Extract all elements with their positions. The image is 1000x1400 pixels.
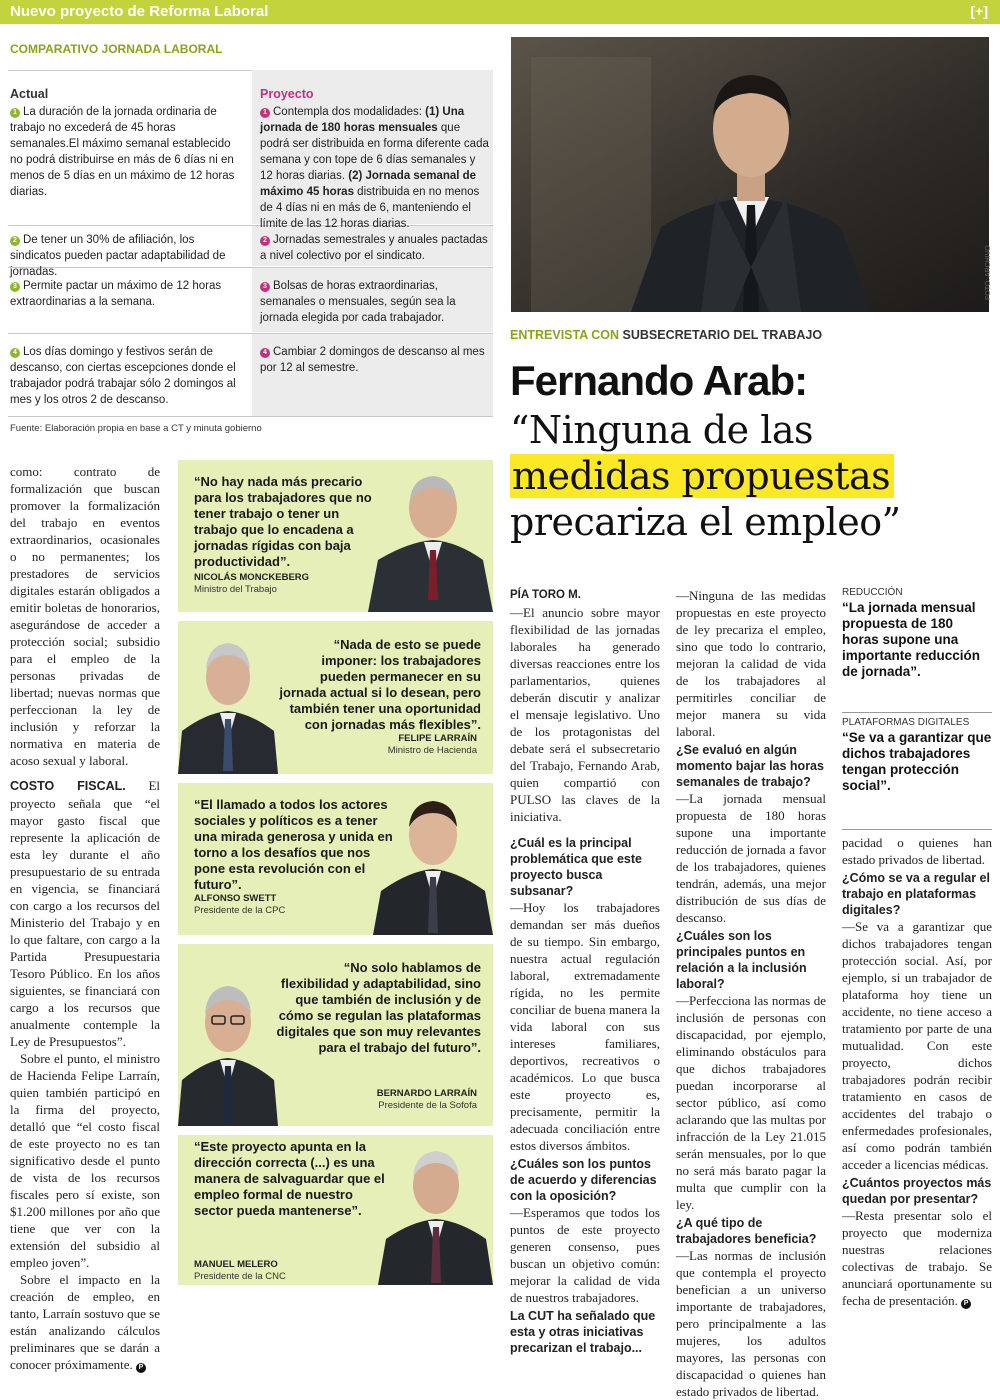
row-number-badge: 1 [10, 108, 20, 118]
row-number-badge: 4 [260, 348, 270, 358]
portrait-illustration [511, 37, 989, 312]
proyecto-cell-4 [260, 344, 490, 376]
interview-question: ¿Cuáles son los puntos de acuerdo y diferencias con la oposición? [510, 1157, 657, 1203]
quote-text: “No hay nada más precario para los trabajadores que no tener trabajo o tener un trabajo que lo encadena a jornadas rígidas con baja productividad”. [194, 474, 372, 569]
actual-cell-1 [10, 86, 242, 200]
actual-cell-4 [10, 344, 246, 408]
row-number-badge: 3 [10, 282, 20, 292]
interview-answer: —Ninguna de las medidas propuestas en este proyecto de ley precariza el empleo, sino que todo lo contrario, mejoran la calidad de vida de los trabajadores al permitirles conciliar de mejor manera su vida laboral. [676, 588, 826, 739]
interview-question: ¿Se evaluó en algún momento bajar las horas semanales de trabajo? [676, 743, 824, 789]
proyecto-bold: (2) Jornada semanal de máximo 45 horas [260, 170, 477, 198]
paragraph: El proyecto señala que “el mayor gasto fiscal que represente la aplicación de esta ley durante el año presupuestario de su entrada en vigencia, se financiará con cargo a los recursos del Ministerio del Trabajo y en lo que faltare, con cargo a la Partida Presupuestaria Tesoro Público. En los años siguientes, se financiará con cargo a los recursos que anualmente contemple la Ley de Presupuestos”. [10, 778, 160, 1049]
actual-text: Permite pactar un máximo de 12 horas extraordinarias a la semana. [10, 280, 222, 308]
photo-credit: FOTO: ARCHIVO [985, 245, 992, 300]
table-rule [8, 416, 493, 417]
row-number-badge: 2 [260, 236, 270, 246]
interview-question: ¿Cuántos proyectos más quedan por presentar? [842, 1176, 992, 1206]
interview-question: ¿Cuál es la principal problemática que este proyecto busca subsanar? [510, 836, 642, 898]
proyecto-cell-3 [260, 278, 490, 326]
quote-author: MANUEL MELERO [194, 1259, 278, 1270]
proyecto-text: Cambiar 2 domingos de descanso al mes por 12 al semestre. [260, 346, 485, 374]
proyecto-text: distribuida en no menos de 4 días ni en más de 6, manteniendo el límite de las 12 horas diarias. [260, 186, 480, 230]
quote-box-bernardo-larrain [178, 944, 493, 1126]
person-cutout-icon [378, 1135, 493, 1285]
portrait-photo [511, 37, 989, 312]
quote-text: “Nada de esto se puede imponer: los trabajadores pueden permanecer en su jornada actual si lo desean, pero también tener una oportunidad con jornadas más flexibles”. [279, 637, 481, 732]
end-mark-icon: P [961, 1299, 971, 1309]
actual-cell-2 [10, 232, 246, 280]
article-headline [510, 355, 990, 545]
interview-answer: —Resta presentar solo el proyecto que moderniza nuestras relaciones colectivas de trabajo. Se anunciará oportunamente su fecha de presentación. [842, 1208, 992, 1308]
table-rule [8, 333, 493, 334]
proyecto-cell-2 [260, 232, 490, 264]
interview-question: La CUT ha señalado que esta y otras iniciativas precarizan el trabajo... [510, 1309, 656, 1355]
actual-text: Los días domingo y festivos serán de descanso, con ciertas escepciones donde el trabajador podrá trabajar sólo 2 domingos al mes y los otros 2 de descanso. [10, 346, 236, 406]
quote-role: Ministro de Hacienda [387, 745, 477, 756]
interview-answer: —Esperamos que todos los puntos de este proyecto generen consenso, pues buscan un objetivo común: mejorar la calidad de vida de nuestros trabajadores. [510, 1205, 660, 1305]
interview-answer: —Perfecciona las normas de inclusión de personas con discapacidad, por ejemplo, eliminando obstáculos para que dichos trabajadores puedan incorporarse al sector público, así como aclarando que las multas por infracción de la Ley 21.015 serán mensuales, por lo que no será más barato pagar la multa que cumplir con la ley. [676, 993, 826, 1212]
quote-author: NICOLÁS MONCKEBERG [194, 572, 310, 583]
row-number-badge: 2 [10, 236, 20, 246]
paragraph: Sobre el impacto en la creación de empleo, en tanto, Larraín sostuvo que se están analizando cálculos preliminares que se darán a conocer próximamente. [10, 1272, 160, 1372]
sidebar-label: PLATAFORMAS DIGITALES [842, 717, 970, 728]
sidebar-text: “La jornada mensual propuesta de 180 horas supone una importante reducción de jornada”. [842, 600, 981, 679]
more-link[interactable]: [+] [970, 3, 988, 19]
section-title: Nuevo proyecto de Reforma Laboral [10, 3, 269, 20]
headline-name: Fernando Arab: [510, 357, 808, 404]
person-cutout-icon [178, 964, 278, 1126]
row-number-badge: 1 [260, 108, 270, 118]
headline-line: “Ninguna de las [510, 408, 814, 452]
subhead: COSTO FISCAL. [10, 779, 126, 793]
section-header-bar [0, 0, 1000, 24]
interview-answer: pacidad o quienes han estado privados de libertad. [842, 835, 992, 867]
quote-text: “Este proyecto apunta en la dirección correcta (...) es una manera de salvaguardar que el empleo formal de nuestro sector pueda mantenerse”. [194, 1139, 385, 1218]
sidebar-quote-reduccion [842, 587, 992, 680]
actual-header: Actual [10, 87, 49, 101]
sidebar-quote-plataformas [842, 712, 992, 794]
actual-text: De tener un 30% de afiliación, los sindicatos pueden pactar adaptabilidad de jornadas. [10, 234, 226, 278]
quote-box-melero [178, 1135, 493, 1285]
person-cutout-icon [178, 621, 278, 774]
row-number-badge: 3 [260, 282, 270, 292]
interview-answer: —Las normas de inclusión que contempla el proyecto benefician a un universo importante de trabajadores, pero principalmente a las mujeres, los adultos mayores, las personas con discapacidad o quienes han estado privados de libertad. [676, 1248, 826, 1399]
interview-column-1 [510, 587, 660, 1356]
quote-text: “No solo hablamos de flexibilidad y adaptabilidad, sino que también de inclusión y de cómo se regulan las plataformas digitales que son muy relevantes para el trabajo del futuro”. [276, 960, 481, 1055]
actual-text: La duración de la jornada ordinaria de trabajo no excederá de 45 horas semanales.El máximo semanal establecido no podrá distribuirse en más de 6 días ni en menos de 5 días en un máximo de 12 horas diarias. [10, 106, 235, 198]
byline: PÍA TORO M. [510, 589, 581, 601]
sidebar-label: REDUCCIÓN [842, 587, 903, 598]
proyecto-text: Contempla dos modalidades: [273, 106, 422, 118]
proyecto-bold: (1) Una jornada de 180 horas mensuales [260, 106, 465, 134]
kicker-label: ENTREVISTA CON [510, 328, 620, 342]
person-cutout-icon [373, 783, 493, 935]
kicker-subject: SUBSECRETARIO DEL TRABAJO [622, 328, 823, 342]
actual-cell-3 [10, 278, 246, 310]
quote-role: Presidente de la CNC [194, 1271, 286, 1282]
interview-question: ¿Cuáles son los principales puntos en relación a la inclusión laboral? [676, 929, 807, 991]
interview-question: ¿Cómo se va a regular el trabajo en plataformas digitales? [842, 871, 990, 917]
quote-text: “El llamado a todos los actores sociales y políticos es a tener una mirada generosa y unida en torno a los desafíos que nos pone esta revolución con el futuro”. [194, 797, 393, 892]
row-number-badge: 4 [10, 348, 20, 358]
table-source: Fuente: Elaboración propia en base a CT y minuta gobierno [10, 423, 262, 434]
paragraph: Sobre el punto, el ministro de Hacienda Felipe Larraín, quien también participó en la firma del proyecto, detalló que “el costo fiscal de este proyecto no es tan significativo desde el punto de vista de los recursos fiscales pero sí existe, son $1.200 millones por año que tiene que ver con la extensión del subsidio al empleo joven”. [10, 1051, 160, 1270]
comparison-title: COMPARATIVO JORNADA LABORAL [10, 42, 223, 56]
proyecto-text: Jornadas semestrales y anuales pactadas a nivel colectivo por el sindicato. [260, 234, 488, 262]
paragraph: —El anuncio sobre mayor flexibilidad de las jornadas laborales ha generado diversas reacciones entre los parlamentarios, quienes deberán discutir y analizar el mensaje legislativo. Uno de los protagonistas del debate será el subsecretario del Trabajo, Fernando Arab, quien compartió con PULSO las claves de la iniciativa. [510, 605, 660, 824]
paragraph: como: contrato de formalización que buscan promover la formalización del trabajo en eventos extraordinarios, ocasionales o no permanentes; los prestadores de servicios digitales estarán obligados a emitir boletas de honorarios, asegurándose de acceder a protección social; subsidio para el empleo de la personas privadas de libertad; nuevas normas que perfeccionan la ley de inclusión y reforzar la normativa en materia de acoso sexual y laboral. [10, 464, 160, 768]
article-kicker [510, 328, 822, 342]
sidebar-text: “Se va a garantizar que dichos trabajadores tengan protección social”. [842, 730, 992, 793]
quote-box-swett [178, 783, 493, 935]
quote-role: Presidente de la Sofofa [378, 1100, 477, 1111]
quote-box-larrain [178, 621, 493, 774]
quote-role: Ministro del Trabajo [194, 584, 277, 595]
interview-column-3 [842, 829, 992, 1309]
interview-column-2 [676, 587, 826, 1400]
interview-answer: —Hoy los trabajadores demandan ser más dueños de su tiempo. Sin embargo, nuestra actual regulación laboral, extremadamente rígida, no les permite conciliar de buena manera la vida laboral con sus intereses familiares, deportivos, recreativos o académicos. Lo que busca este proyecto es, precisamente, permitir la adecuada conciliación entre estos diversos ámbitos. [510, 900, 660, 1153]
interview-answer: —La jornada mensual propuesta de 180 horas supone una importante reducción de jornada a favor de los trabajadores, quienes tendrán, además, una mejor distribución de sus días de descanso. [676, 791, 826, 925]
proyecto-text: que podrá ser distribuida en forma diferente cada semana y con tope de 6 días semanales y 12 horas diarias. [260, 122, 489, 182]
interview-answer: —Se va a garantizar que dichos trabajadores tengan protección social. Así, por ejemplo, si un trabajador de plataforma hoy tiene un accidente, no tiene acceso a tratamiento por parte de una mutualidad. Con este proyecto, dichos trabajadores podrán recibir tratamiento en casos de accidentes del trabajo o enfermedades profesionales, así como podrán también acceder a licencias médicas. [842, 919, 992, 1172]
end-mark-icon: P [136, 1363, 146, 1373]
proyecto-text: Bolsas de horas extraordinarias, semanales o mensuales, según sea la jornada elegida por cada trabajador. [260, 280, 456, 324]
quote-author: BERNARDO LARRAÍN [376, 1088, 477, 1099]
headline-line: precariza el empleo” [510, 500, 901, 544]
quote-box-monckeberg [178, 460, 493, 612]
left-text-column [10, 463, 160, 1373]
interview-question: ¿A qué tipo de trabajadores beneficia? [676, 1216, 817, 1246]
quote-author: ALFONSO SWETT [194, 893, 277, 904]
proyecto-cell-1 [260, 86, 490, 232]
quote-author: FELIPE LARRAÍN [398, 733, 477, 744]
person-cutout-icon [368, 460, 493, 612]
quote-role: Presidente de la CPC [194, 905, 286, 916]
comparison-table [8, 70, 493, 416]
proyecto-header: Proyecto [260, 87, 314, 101]
headline-highlight: medidas propuestas [510, 454, 894, 498]
